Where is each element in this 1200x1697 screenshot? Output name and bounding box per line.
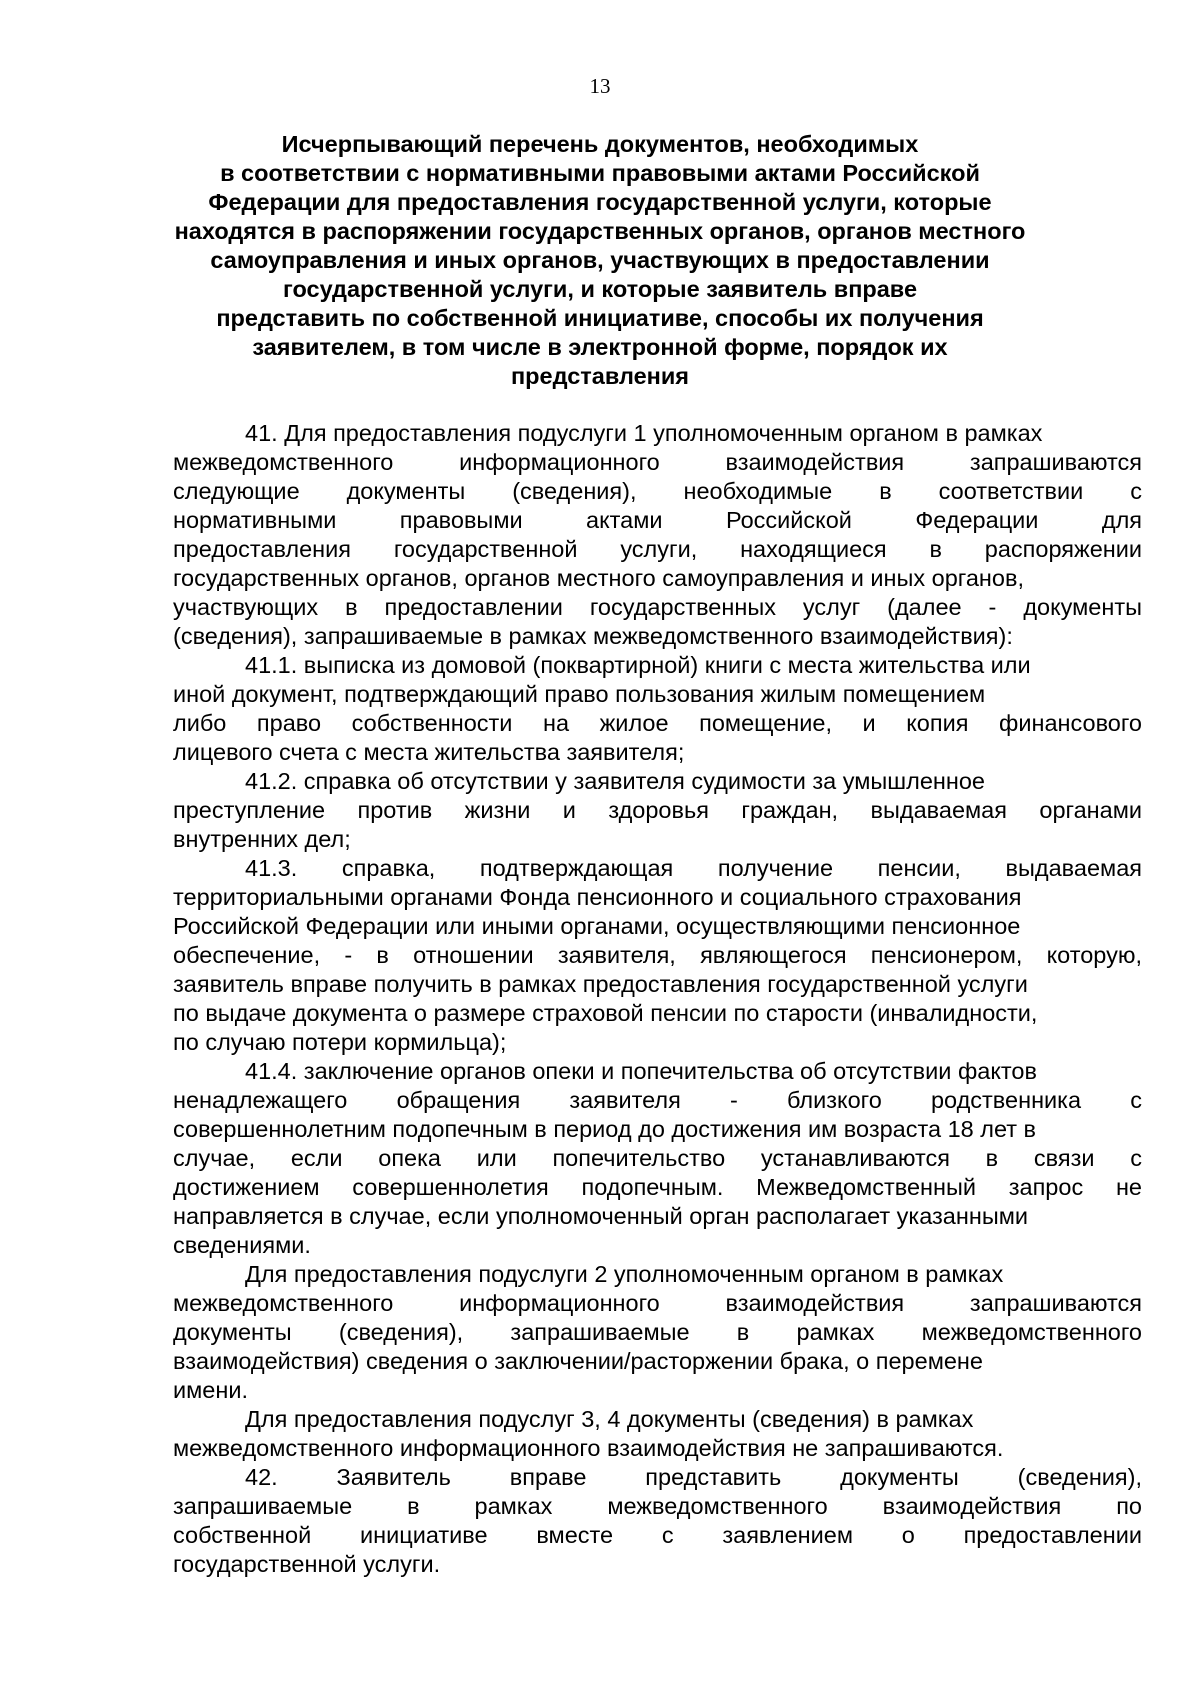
text-line: взаимодействия) сведения о заключении/расторжении брака, о перемене (173, 1348, 983, 1374)
title-line: государственной услуги, и которые заявитель вправе (282, 276, 918, 302)
text-line: заявитель вправе получить в рамках предоставления государственной услуги (173, 971, 1028, 997)
text-line: 42. Заявитель вправе представить документы (сведения), (245, 1464, 1142, 1490)
section-title (160, 130, 1040, 391)
text-line: направляется в случае, если уполномоченный орган располагает указанными (173, 1203, 1029, 1229)
title-line: Исчерпывающий перечень документов, необходимых (281, 131, 919, 157)
text-line: участвующих в предоставлении государственных услуг (далее - документы (173, 594, 1142, 620)
text-line: имени. (173, 1377, 248, 1403)
text-line: по выдаче документа о размере страховой пенсии по старости (инвалидности, (173, 1000, 1038, 1026)
text-line: межведомственного информационного взаимодействия запрашиваются (173, 449, 1142, 475)
text-line: следующие документы (сведения), необходимые в соответствии с (173, 478, 1142, 504)
text-line: межведомственного информационного взаимодействия не запрашиваются. (173, 1435, 1004, 1461)
text-line: достижением совершеннолетия подопечным. Межведомственный запрос не (173, 1174, 1142, 1200)
text-line: межведомственного информационного взаимодействия запрашиваются (173, 1290, 1142, 1316)
text-line: Для предоставления подуслуг 3, 4 документы (сведения) в рамках (245, 1406, 974, 1432)
title-line: самоуправления и иных органов, участвующих в предоставлении (210, 247, 990, 273)
text-line: ненадлежащего обращения заявителя - близкого родственника с (173, 1087, 1142, 1113)
text-line: обеспечение, - в отношении заявителя, являющегося пенсионером, которую, (173, 942, 1142, 968)
text-line: документы (сведения), запрашиваемые в рамках межведомственного (173, 1319, 1142, 1345)
body-text (173, 419, 1142, 1579)
text-line: по случаю потери кормильца); (173, 1029, 507, 1055)
page-number: 13 (589, 74, 611, 98)
text-line: нормативными правовыми актами Российской Федерации для (173, 507, 1142, 533)
text-line: 41.1. выписка из домовой (поквартирной) книги с места жительства или (245, 652, 1031, 678)
text-line: 41.3. справка, подтверждающая получение пенсии, выдаваемая (245, 855, 1142, 881)
text-line: (сведения), запрашиваемые в рамках межведомственного взаимодействия): (173, 623, 1013, 649)
text-line: либо право собственности на жилое помещение, и копия финансового (173, 710, 1142, 736)
title-line: находятся в распоряжении государственных органов, органов местного (174, 218, 1026, 244)
text-line: государственной услуги. (173, 1551, 441, 1577)
text-line: иной документ, подтверждающий право пользования жилым помещением (173, 681, 986, 707)
title-line: Федерации для предоставления государственной услуги, которые (208, 189, 992, 215)
text-line: государственных органов, органов местного самоуправления и иных органов, (173, 565, 1024, 591)
text-line: Российской Федерации или иными органами, осуществляющими пенсионное (173, 913, 1021, 939)
text-line: внутренних дел; (173, 826, 351, 852)
text-line: предоставления государственной услуги, находящиеся в распоряжении (173, 536, 1142, 562)
title-line: в соответствии с нормативными правовыми актами Российской (220, 160, 980, 186)
text-line: совершеннолетним подопечным в период до достижения им возраста 18 лет в (173, 1116, 1037, 1142)
text-line: случае, если опека или попечительство устанавливаются в связи с (173, 1145, 1142, 1171)
title-line: представить по собственной инициативе, способы их получения (216, 305, 984, 331)
title-line: заявителем, в том числе в электронной форме, порядок их (252, 334, 948, 360)
text-line: 41.4. заключение органов опеки и попечительства об отсутствии фактов (245, 1058, 1037, 1084)
text-line: Для предоставления подуслуги 2 уполномоченным органом в рамках (245, 1261, 1004, 1287)
text-line: преступление против жизни и здоровья граждан, выдаваемая органами (173, 797, 1142, 823)
text-line: 41. Для предоставления подуслуги 1 уполномоченным органом в рамках (245, 420, 1043, 446)
text-line: сведениями. (173, 1232, 311, 1258)
text-line: территориальными органами Фонда пенсионного и социального страхования (173, 884, 1022, 910)
text-line: 41.2. справка об отсутствии у заявителя судимости за умышленное (245, 768, 985, 794)
text-line: запрашиваемые в рамках межведомственного взаимодействия по (173, 1493, 1142, 1519)
text-line: лицевого счета с места жительства заявителя; (173, 739, 685, 765)
text-line: собственной инициативе вместе с заявлением о предоставлении (173, 1522, 1142, 1548)
title-line: представления (510, 363, 690, 389)
